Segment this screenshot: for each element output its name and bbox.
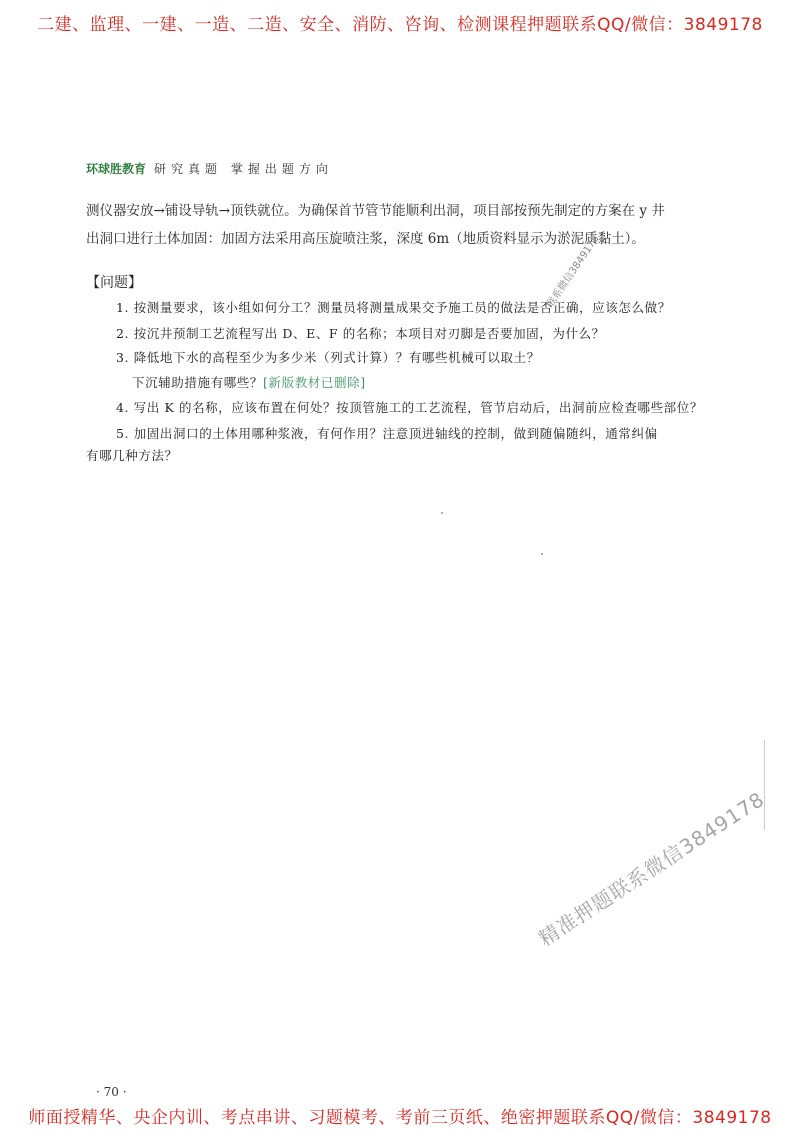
page-number: · 70 · — [96, 1085, 127, 1099]
questions-heading: 【问题】 — [86, 275, 142, 291]
question-3: 3. 降低地下水的高程至少为多少米（列式计算）？有哪些机械可以取土？ — [116, 350, 540, 365]
question-2: 2. 按沉井预制工艺流程写出 D、E、F 的名称；本项目对刃脚是否要加固，为什么？ — [116, 326, 605, 341]
question-5-line-2: 有哪几种方法？ — [86, 448, 178, 463]
publisher-logo: 环球胜教育 — [86, 161, 147, 176]
question-3-continued — [132, 373, 366, 391]
body-text-line-1: 测仪器安放→铺设导轨→顶铁就位。为确保首节管节能顺利出洞，项目部按预先制定的方案在 y 井 — [86, 203, 665, 219]
watermark-small: 联系微信3849178 — [545, 233, 602, 310]
scan-speck — [541, 553, 543, 555]
scan-edge-mark — [764, 740, 769, 830]
page-header — [86, 158, 333, 178]
question-3-continued-text: 下沉辅助措施有哪些？ — [132, 375, 264, 390]
question-5-line-1: 5. 加固出洞口的土体用哪种浆液，有何作用？注意顶进轴线的控制，做到随偏随纠，通常纠偏 — [116, 426, 658, 441]
top-promo-banner: 二建、监理、一建、一造、二造、安全、消防、咨询、检测课程押题联系QQ/微信：3849178 — [37, 15, 763, 35]
watermark-large: 精准押题联系微信3849178 — [534, 786, 769, 951]
question-4: 4. 写出 K 的名称，应该布置在何处？按顶管施工的工艺流程，管节启动后，出洞前应检查哪些部位？ — [116, 400, 703, 415]
body-text-line-2: 出洞口进行土体加固：加固方法采用高压旋喷注浆，深度 6m（地质资料显示为淤泥质黏土）。 — [86, 231, 645, 247]
bottom-promo-banner: 师面授精华、央企内训、考点串讲、习题模考、考前三页纸、绝密押题联系QQ/微信：3849178 — [28, 1108, 772, 1128]
scan-speck — [441, 512, 443, 514]
deleted-note: [新版教材已删除] — [263, 375, 366, 390]
question-1: 1. 按测量要求，该小组如何分工？测量员将测量成果交予施工员的做法是否正确，应该怎么做？ — [116, 300, 671, 315]
header-tagline: 研究真题 掌握出题方向 — [154, 161, 333, 176]
